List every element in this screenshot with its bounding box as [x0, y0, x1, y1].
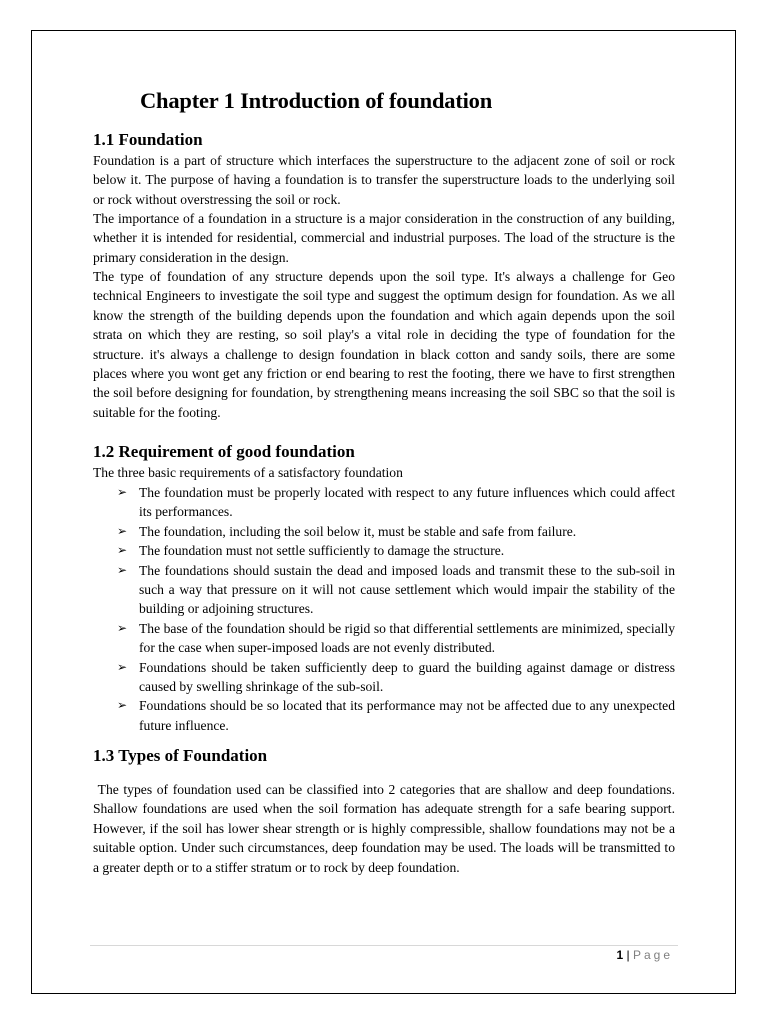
footer-separator: | [626, 948, 630, 962]
requirements-list [117, 483, 675, 735]
chapter-title: Chapter 1 Introduction of foundation [140, 88, 493, 113]
paragraph-foundation-types: The types of foundation used can be classified into 2 categories that are shallow and deep foundations. Shallow foundations are used when the soil formation has adequate strength for a safe bearing support. However, if the soil has lower shear strength or is highly compressible, shallow foundations may not be a suitable option. Under such circumstances, deep foundation may be used. The loads will be transmitted to a greater depth or to a stiffer stratum or to rock by deep foundation. [93, 782, 679, 875]
list-item [117, 522, 675, 541]
list-item [117, 696, 675, 735]
page-footer [616, 948, 673, 962]
section-heading-foundation: 1.1 Foundation [93, 130, 203, 149]
arrow-bullet-icon: ➢ [117, 620, 128, 635]
list-item [117, 619, 675, 658]
list-item [117, 561, 675, 619]
paragraph-foundation-definition: Foundation is a part of structure which interfaces the superstructure to the adjacent zone of soil or rock below it. The purpose of having a foundation is to transfer the superstructure loads to the underlying soil or rock without overstressing the soil or rock. [93, 153, 675, 207]
section-heading-requirements: 1.2 Requirement of good foundation [93, 442, 355, 461]
list-item-text: The foundation, including the soil below it, must be stable and safe from failure. [139, 523, 577, 539]
list-item-text: The base of the foundation should be rigid so that differential settlements are minimized, specially for the case when super-imposed loads are not evenly distributed. [139, 620, 675, 656]
list-item-text: The foundation must not settle sufficiently to damage the structure. [139, 543, 505, 559]
paragraph-foundation-importance: The importance of a foundation in a structure is a major consideration in the construction of any building, whether it is intended for residential, commercial and industrial purposes. The load of the structure is the primary consideration in the design. [93, 211, 675, 265]
section-heading-types: 1.3 Types of Foundation [93, 746, 268, 765]
list-item [117, 658, 675, 697]
arrow-bullet-icon: ➢ [117, 659, 128, 674]
footer-divider [90, 945, 678, 946]
list-item-text: The foundations should sustain the dead and imposed loads and transmit these to the sub-soil in such a way that pressure on it will not cause settlement which would impair the stability of the building or adjoining structures. [139, 562, 675, 617]
page-number: 1 [616, 948, 624, 962]
list-item-text: The foundation must be properly located with respect to any future influences which could affect its performances. [139, 485, 675, 520]
arrow-bullet-icon: ➢ [117, 562, 128, 577]
arrow-bullet-icon: ➢ [117, 485, 128, 499]
list-item [117, 541, 675, 560]
arrow-bullet-icon: ➢ [117, 543, 128, 558]
page-label: Page [632, 948, 673, 962]
arrow-bullet-icon: ➢ [117, 698, 128, 713]
list-item [117, 483, 675, 522]
arrow-bullet-icon: ➢ [117, 523, 128, 538]
list-item-text: Foundations should be so located that its performance may not be affected due to any unexpected future influence. [139, 698, 675, 733]
list-item-text: Foundations should be taken sufficiently deep to guard the building against damage or distress caused by swelling shrinkage of the sub-soil. [139, 659, 675, 695]
paragraph-foundation-type: The type of foundation of any structure depends upon the soil type. It's always a challenge for Geo technical Engineers to investigate the soil type and suggest the optimum design for foundation. As we all know the strength of the building depends upon the foundation and which again depends upon the soil strata on which they are resting, so soil play's a vital role in deciding the type of foundation for the structure. it's always a challenge to design foundation in black cotton and sandy soils, there are some places where you wont get any friction or end bearing to rest the footing, there we have to first strengthen the soil before designing for foundation, by strengthening means increasing the soil SBC so that the soil is suitable for the footing. [93, 269, 675, 420]
requirements-intro: The three basic requirements of a satisfactory foundation [93, 465, 403, 480]
